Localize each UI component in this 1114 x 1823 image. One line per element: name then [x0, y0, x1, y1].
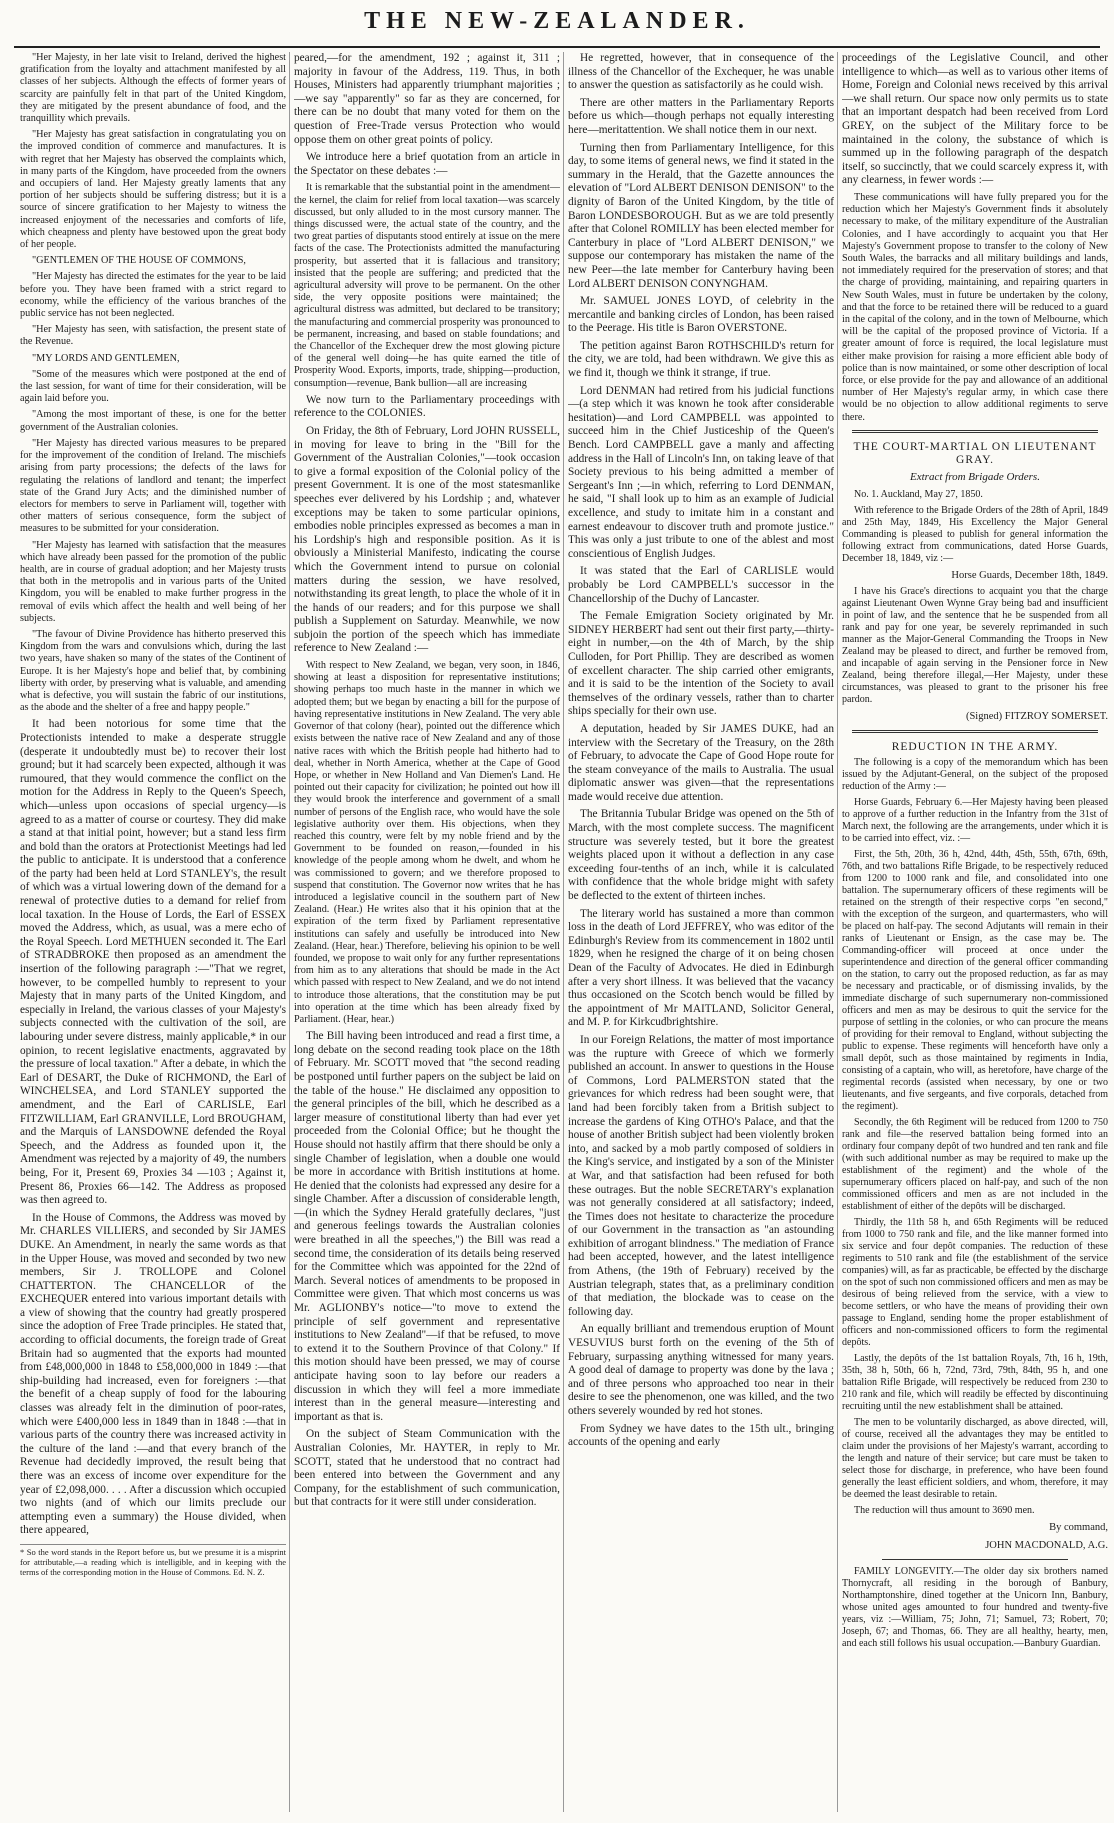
article-paragraph: Horse Guards, February 6.—Her Majesty having been pleased to approve of a further reduction in the Infantry from the 31st of March next, the following are the arrangements, under which it is to be carried into effect, viz. :—	[842, 797, 1108, 845]
section-subheading: Extract from Brigade Orders.	[910, 470, 1040, 483]
column-1	[20, 52, 286, 1812]
article-paragraph: proceedings of the Legislative Council, and other intelligence to which—as well as to various other items of Home, Foreign and Colonial news received by this arrival—we shall return. Our space now only permits us to state that an important despatch had been received from Lord GREY, on the subject of the Military force to be maintained in the colony, the substance of which is summed up in the following paragraph of the despatch itself, so succinctly, that we could scarcely express it, with any clearness, in fewer words :—	[842, 52, 1108, 187]
section-double-rule	[852, 730, 1098, 733]
quoted-paragraph: With respect to New Zealand, we began, very soon, in 1846, showing at least a disposition for representative institutions; showing perhaps too much haste in the manner in which we adopted them; but we began by enacting a bill for the purpose of having representative institutions in New Zealand. The very able Governor of that colony (hear), pointed out the difference which exists between the native race of New Zealand and any of those native races with which the British people had hitherto had to deal, whether in North America, whether at the Cape of Good Hope, or whether in New Holland and Van Diemen's Land. He pointed out their capacity for civilization; he pointed out how ill they would brook the interference and government of a small number of persons of the English race, who would have the sole legislative authority over them. His objections, when they reached this country, were felt by my noble friend and by the Government to be founded on reason,—founded in his knowledge of the people among whom he dwelt, and whom he was commissioned to govern; and we therefore proposed to suspend that constitution. The Governor now writes that he has introduced a legislative council in the southern part of New Zealand. (Hear.) He writes also that it his opinion that at the expiration of the term fixed by Parliament representative institutions can safely and usefully be introduced into New Zealand. (Hear, hear.) Therefore, believing his opinion to be well founded, we propose to wait only for any further representations from him as to any alterations that should be made in the Act which passed with respect to New Zealand, and we do not intend to introduce those alterations, that the constitution may be put into operation at the time which has been already fixed by Parliament. (Hear, hear.)	[294, 660, 560, 1025]
section-heading: REDUCTION IN THE ARMY.	[891, 740, 1059, 753]
article-paragraph: Mr. SAMUEL JONES LOYD, of celebrity in the mercantile and banking circles of London, has been raised to the Peerage. His title is Baron OVERSTONE.	[568, 295, 834, 335]
quoted-paragraph: "Among the most important of these, is one for the better government of the Australian colonies.	[20, 409, 286, 433]
article-paragraph: We introduce here a brief quotation from an article in the Spectator on these debates :—	[294, 151, 560, 177]
article-paragraph: The reduction will thus amount to 3690 men.	[854, 1505, 1035, 1517]
article-paragraph: From Sydney we have dates to the 15th ult., bringing accounts of the opening and early	[568, 1422, 834, 1449]
article-paragraph: Turning then from Parliamentary Intelligence, for this day, to some items of general news, we find it stated in the summary in the Herald, that the Gazette announces the elevation of "Lord ALBERT DENISON DENISON" to the dignity of Baron of the United Kingdom, by the title of Baron LONDESBOROUGH. But as we are told presently after that Colonel ROMILLY has been elected member for Canterbury in place of "Lord ALBERT DENISON," we suppose our contemporary has mistaken the name of the new Peer—the late member for Canterbury having been Lord ALBERT DENISON CONYNGHAM.	[568, 141, 834, 290]
article-paragraph: First, the 5th, 20th, 36 h, 42nd, 44th, 45th, 55th, 67th, 69th, 76th, and two battalions Rifle Brigade, to be respectively reduced from 1200 to 1000 rank and file, and consolidated into one battalion. The supernumerary officers of these regiments will be retained on the strength of their respective corps "en second," with the exception of the surgeon, and quartermasters, who will be placed on half-pay. The second Adjutants will remain in their ranks of Lieutenant or Ensign, as the case may be. The Commanding-officer will proceed at once under the superintendence and direction of the general officer commanding on the station, to carry out the proposed reduction, as far as may be necessary and practicable, or of dismissing invalids, by the immediate discharge of such supernumerary non-commissioned officers and men as may be desirous to quit the service for the purpose of settling in the colonies, or who can procure the means of providing for their removal to England, without subjecting the public to expense. These regiments will henceforth have only a small depôt, such as those maintained by regiments in India, consisting of a captain, who will, as heretofore, have charge of the regimental records (assisted when necessary, by one or two lieutenants, and five sergeants, and five corporals, detached from the regiment).	[842, 849, 1108, 1113]
footnote: * So the word stands in the Report before us, but we presume it is a misprint for attributable,—a reading which is intelligible, and in keeping with the terms of the corresponding motion in the House of Commons. Ed. N. Z.	[20, 1544, 286, 1577]
quoted-paragraph: "Her Majesty has directed various measures to be prepared for the improvement of the condition of Ireland. The mischiefs arising from party processions; the defects of the laws for regulating the relations of landlord and tenant; the imperfect state of the Grand Jury Acts; and the diminished number of electors for members to serve in Parliament will, together with other matters of serious consequence, form the subject of measures to be submitted for your consideration.	[20, 437, 286, 535]
column-3	[568, 52, 834, 1812]
signature-line: (Signed) FITZROY SOMERSET.	[965, 711, 1108, 723]
quoted-paragraph: These communications will have fully prepared you for the reduction which her Majesty's Government finds it absolutely necessary to make, of the military expenditure of the Australian Colonies, and I have accordingly to acquaint you that Her Majesty's Government propose to transfer to the colony of New South Wales, the barracks and all military buildings and lands, not immediately required for the preservation of stores; and that the charge of providing, maintaining, and repairing quarters in New South Wales, must in future be undertaken by the colony, and that the force to be retained there will be reduced to a guard in the capital of the colony, and in the town of Melbourne, which will be the capital of the proposed province of Victoria. If a greater amount of force is required, the local legislature must either make provision for raising a more efficient able body of police than is now maintained, or some other description of local force, or else provide for the pay and allowance of an additional number of Her Majesty's regular army, in which case there would be no objection to allow additional regiments to serve there.	[842, 191, 1108, 423]
article-paragraph: The petition against Baron ROTHSCHILD's return for the city, we are told, had been withdrawn. We give this as we find it, though we think it strange, if true.	[568, 339, 834, 380]
column-divider	[837, 52, 838, 1812]
article-paragraph: The Female Emigration Society originated by Mr. SIDNEY HERBERT had sent out their first party,—thirty-eight in number,—on the 4th of March, by the ship Culloden, for Port Phillip. They are described as women of excellent character. The ship carried other emigrants, and it is said to be the intention of the Society to avail themselves of the ordinary vessels, rather than to charter ships specially for their own use.	[568, 610, 834, 718]
article-paragraph: He regretted, however, that in consequence of the illness of the Chancellor of the Exchequer, he was unable to answer the question as satisfactorily as he could wish.	[568, 52, 834, 92]
article-paragraph: FAMILY LONGEVITY.—The older day six brothers named Thornycraft, all residing in the borough of Banbury, Northamptonshire, dined together at the Unicorn Inn, Banbury, whose united ages amounted to four hundred and twenty-five years, viz :—William, 75; John, 71; Samuel, 73; Robert, 70; Joseph, 67; and Thomas, 66. They are all healthy, hearty, men, and each still follows his usual occupation.—Banbury Guardian.	[842, 1565, 1108, 1649]
quoted-paragraph: It is remarkable that the substantial point in the amendment—the kernel, the claim for relief from local taxation—was scarcely discussed, but only alluded to in the most cursory manner. The things discussed were, the actual state of the country, and the two great parties of disputants stood entirely at issue on the mere facts of the case. The Protectionists admitted the manufacturing prosperity, but asserted that it is fallacious and transitory; insisted that the people are suffering; and predicted that the agricultural adversity will prove to be permanent. On the other side, the very opposite positions were maintained; the agricultural distress was admitted, but declared to be transitory; the manufacturing and commercial prosperity was pronounced to be permanent, increasing, and based on stable foundations; and the Chancellor of the Exchequer drew the most glowing picture of the general well doing—he has quite earned the title of Prosperity Wood. Exports, imports, trade, shipping—production, consumption—revenue, Bank bullion—all are increasing	[294, 182, 560, 389]
section-heading: THE COURT-MARTIAL ON LIEUTENANT GRAY.	[853, 440, 1097, 467]
quoted-paragraph: "GENTLEMEN OF THE HOUSE OF COMMONS,	[32, 255, 246, 267]
section-double-rule	[852, 430, 1098, 433]
article-paragraph: No. 1. Auckland, May 27, 1850.	[854, 488, 983, 500]
column-divider	[289, 52, 290, 1812]
article-paragraph: Secondly, the 6th Regiment will be reduced from 1200 to 750 rank and file—the reserved battalion being formed into an ordinary four company depôt of two hundred and ten rank and file (with such additional number as may be required to make up the establishment of the regiment) and the whole of the supernumerary officers placed on half-pay, and such of the non commissioned officers and men as are not included in the establishment of either of the depôts will be discharged.	[842, 1117, 1108, 1213]
article-paragraph: The literary world has sustained a more than common loss in the death of Lord JEFFREY, who was editor of the Edinburgh's Review from its commencement in 1802 until 1829, when he resigned the charge of it on being chosen Dean of the Faculty of Advocates. He died in Edinburgh after a very short illness. It was believed that the vacancy thus occasioned on the Scotch bench would be filled by the appointment of Mr MAITLAND, Solicitor General, and M. P. for Kirkcudbrightshire.	[568, 907, 834, 1029]
signature-line: JOHN MACDONALD, A.G.	[985, 1539, 1108, 1551]
article-paragraph: We now turn to the Parliamentary proceedings with reference to the COLONIES.	[294, 393, 560, 420]
signature-line: By command,	[1049, 1522, 1108, 1534]
article-paragraph: On the subject of Steam Communication with the Australian Colonies, Mr. HAYTER, in reply to Mr. SCOTT, stated that he understood that no contract had been entered into between the Government and any Company, for the establishment of such communication, but that contracts for it were still under consideration.	[294, 1428, 560, 1509]
quoted-paragraph: "Her Majesty has learned with satisfaction that the measures which have already been passed for the promotion of the public health, are in course of gradual adoption; and her Majesty trusts that both in the metropolis and in various parts of the United Kingdom, you will be enabled to make further progress in the removal of evils which affect the health and well being of her subjects.	[20, 539, 286, 624]
article-paragraph: It had been notorious for some time that the Protectionists intended to make a desperate struggle (desperate it undoubtedly must be) to recover their lost ground; but it had scarcely been expected, although it was rumoured, that they would commence the conflict on the motion for the Address in Reply to the Queen's Speech, which—unless upon occasions of special urgency—is agreed to as a matter of course or courtesy. They did make a stand at that initial point, however; but a stand less firm and bold than the orators at Protectionist Meetings had led the public to anticipate. It is understood that a conference of the party had been held at Lord STANLEY's, the result of which was a virtual lowering down of the demand for a renewal of protective duties to a demand for relief from local taxation. In the House of Lords, the Earl of ESSEX moved the Address, which, as usual, was a mere echo of the Royal Speech. Lord METHUEN seconded it. The Earl of STRADBROKE then proposed as an amendment the insertion of the following paragraph :—"That we regret, however, to be compelled humbly to represent to your Majesty that in many parts of the United Kingdom, and especially in Ireland, the various classes of your Majesty's subjects connected with the cultivation of the soil, are labouring under severe distress, mainly applicable,* in our opinion, to recent legislative enactments, aggravated by the pressure of local taxation." After a debate, in which the Earl of DESART, the Duke of RICHMOND, the Earl of WINCHELSEA, and Lord STANLEY supported the amendment, and the Earl of CARLISLE, Earl FITZWILLIAM, Earl GRANVILLE, Lord BROUGHAM, and the Marquis of LANSDOWNE defended the Royal Speech, and the Address as founded upon it, the Amendment was rejected by a majority of 49, the numbers being, For it, Present 69, Proxies 34 —103 ; Against it, Present 86, Proxies 66—142. The Address as proposed was then agreed to.	[20, 718, 286, 1207]
article-paragraph: Thirdly, the 11th 58 h, and 65th Regiments will be reduced from 1000 to 750 rank and file, and the like manner formed into six service and four depôt companies. The reduction of these regiments to 510 rank and file (the establishment of the service companies) will, as far as practicable, be effected by the discharge on the spot of such non commissioned officers and men as may be desirous of being relieved from the service, with a view to become settlers, or who have the means of providing their own passage to England, sending home the proper establishment of officers and non-commissioned officers to form the regimental depôts.	[842, 1217, 1108, 1349]
signature-line: Horse Guards, December 18th, 1849.	[951, 569, 1108, 581]
quoted-paragraph: "Her Majesty, in her late visit to Ireland, derived the highest gratification from the loyalty and attachment manifested by all classes of her subjects. Although the effects of former years of scarcity are painfully felt in that part of the United Kingdom, they are mitigated by the present abundance of food, and the tranquillity which prevails.	[20, 52, 286, 125]
quoted-paragraph: "Her Majesty has directed the estimates for the year to be laid before you. They have been framed with a strict regard to economy, while the efficiency of the various branches of the public service has not been neglected.	[20, 271, 286, 320]
column-4	[842, 52, 1108, 1812]
article-paragraph: I have his Grace's directions to acquaint you that the charge against Lieutenant Owen Wynne Gray being bad and insufficient in point of law, and the sentence that he be suspended from all rank and pay for one year, be severely reprimanded in such manner as the Major-General Commanding the Troops in New Zealand may be pleased to direct, and further be removed from, and incapable of again serving in the Pensioner force in New Zealand, being therefore illegal,—Her Majesty, under these circumstances, was pleased to grant to the prisoner his free pardon.	[842, 586, 1108, 706]
article-paragraph: With reference to the Brigade Orders of the 28th of April, 1849 and 25th May, 1849, His Excellency the Major General Commanding is pleased to publish for general information the following extract from communications, dated Horse Guards, December 18, 1849, viz :—	[842, 504, 1108, 564]
article-paragraph: In our Foreign Relations, the matter of most importance was the rupture with Greece of which we formerly published an account. In answer to questions in the House of Commons, Lord PALMERSTON stated that the grievances for which redress had been sought were, that land had been forcibly taken from a British subject to increase the gardens of King OTHO's Palace, and that the house of another British subject had been violently broken into, and sacked by a mob partly composed of soldiers in the King's service, and instigated by a son of the Minister at War, and that satisfaction had been refused for both these outrages. But the noble SECRETARY's explanation was not generally considered at all satisfactory; indeed, the Times does not hesitate to characterize the procedure of our Government in the transaction as "an astounding exhibition of arrogant blindness." The mediation of France had been accepted, however, and the latest intelligence from Athens, (the 19th of February) received by the Austrian telegraph, states that, as a preliminary condition of that mediation, the blockade was to cease on the following day.	[568, 1033, 834, 1318]
article-paragraph: There are other matters in the Parliamentary Reports before us which—though perhaps not equally interesting here—meritattention. We shall notice them in our next.	[568, 96, 834, 136]
article-paragraph: On Friday, the 8th of February, Lord JOHN RUSSELL, in moving for leave to bring in the "Bill for the Government of the Australian Colonies,"—took occasion to give a formal exposition of the Colonial policy of the present Government. It is one of the most statesmanlike speeches ever delivered by his Lordship ; and, whatever exceptions may be taken to some particular opinions, embodies noble principles expressed as becomes a man in his Lordship's high and responsible position. As it is obviously a Ministerial Manifesto, indicating the course which the Government intend to pursue on colonial matters during the session, we have resolved, notwithstanding its great length, to place the whole of it in the hands of our readers; and for this purpose we shall publish a Supplement on Saturday. Meanwhile, we now subjoin the portion of the speech which has immediate reference to New Zealand :—	[294, 424, 560, 655]
quoted-paragraph: "The favour of Divine Providence has hitherto preserved this Kingdom from the wars and convulsions which, during the last two years, have shaken so many of the states of the Continent of Europe. It is her Majesty's hope and belief that, by combining liberty with order, by preserving what is valuable, and amending what is defective, you will sustain the fabric of our institutions, as the abode and the shelter of a free and happy people."	[20, 628, 286, 714]
article-paragraph: It was stated that the Earl of CARLISLE would probably be Lord CAMPBELL's successor in the Chancellorship of the Duchy of Lancaster.	[568, 565, 834, 605]
article-paragraph: An equally brilliant and tremendous eruption of Mount VESUVIUS burst forth on the evening of the 5th of February, surpassing anything witnessed for many years. A good deal of damage to property was done by the lava ; and of three persons who approached too near in their desire to see the phenomenon, one was killed, and the two others severely wounded by red hot stones.	[568, 1323, 834, 1417]
quoted-paragraph: "Her Majesty has great satisfaction in congratulating you on the improved condition of commerce and manufactures. It is with regret that her Majesty has observed the complaints which, in many parts of the Kingdom, have proceeded from the owners and occupiers of land. Her Majesty greatly laments that any portion of her subjects should be suffering distress; but it is a source of sincere gratification to her Majesty to witness the increased enjoyment of the necessaries and comforts of life, which cheapness and plenty have bestowed upon the great body of her people.	[20, 129, 286, 251]
article-paragraph: A deputation, headed by Sir JAMES DUKE, had an interview with the Secretary of the Treasury, on the 28th of February, to advocate the Cape of Good Hope route for the steam conveyance of the mails to Australia. The usual diplomatic answer was given—that the representations made would receive due attention.	[568, 722, 834, 803]
column-2	[294, 52, 560, 1812]
article-paragraph: Lord DENMAN had retired from his judicial functions—(a step which it was known he took after considerable hesitation)—and Lord CAMPBELL was appointed to succeed him in the Chief Justiceship of the Queen's Bench. Lord CAMPBELL gave a manly and affecting address in the Hall of Lincoln's Inn, on taking leave of that Society previous to his being admitted a member of Sergeant's Inn ;—in which, referring to Lord DENMAN, he said, "I shall look up to him as an example of Judicial excellence, and study to imitate him in a constant and earnest endeavour to discover truth and promote justice." This was only a just tribute to one of the ablest and most conscientious of English Judges.	[568, 384, 834, 560]
article-paragraph: Lastly, the depôts of the 1st battalion Royals, 7th, 16 h, 19th, 35th, 38 h, 50th, 66 h, 72nd, 73rd, 79th, 84th, 95 h, and one battalion Rifle Brigade, will respectively be reduced from 230 to 210 rank and file, which will readily be effected by discontinuing recruiting until the new establishment shall be attained.	[842, 1353, 1108, 1413]
article-paragraph: The Britannia Tubular Bridge was opened on the 5th of March, with the most complete success. The magnificent structure was severely tested, but it bore the greatest weights placed upon it without a deflection in any case exceeding four-tenths of an inch, while it is calculated with confidence that the whole bridge might with safety be deflected to the extent of thirteen inches.	[568, 808, 834, 903]
masthead: THE NEW-ZEALANDER.	[364, 8, 750, 34]
quoted-paragraph: "Her Majesty has seen, with satisfaction, the present state of the Revenue.	[20, 324, 286, 348]
article-paragraph: The following is a copy of the memorandum which has been issued by the Adjutant-General, on the subject of the proposed reduction of the Army :—	[842, 757, 1108, 793]
article-paragraph: The men to be voluntarily discharged, as above directed, will, of course, received all the advantages they may be entitled to claim under the provisions of her Majesty's warrant, according to the length and nature of their service; but care must be taken to select those for discharge, in preference, who have been found generally the least efficient soldiers, and whom, therefore, it may be deemed the least desirable to retain.	[842, 1417, 1108, 1501]
article-paragraph: peared,—for the amendment, 192 ; against it, 311 ; majority in favour of the Address, 119. Thus, in both Houses, Ministers had apparently triumphant majorities ;—we say "apparently" so far as they are concerned, for there can be no doubt that many voted for them on the question of Free-Trade versus Protection who would oppose them on other great points of policy.	[294, 52, 560, 146]
article-paragraph: The Bill having been introduced and read a first time, a long debate on the second reading took place on the 18th of February. Mr. SCOTT moved that "the second reading be postponed until further papers on the subject be laid on the table of the house." He disclaimed any opposition to the general principles of the bill, which he described as a larger measure of constitutional liberty than had ever yet proceeded from the Colonial Office; but he thought the House should not hastily affirm that there should be only a single Chamber of legislation, when a double one would be more in accordance with British institutions at home. He denied that the colonists had expressed any desire for a single Chamber. After a discussion of considerable length,—(in which the Sydney Herald gratefully declares, "just and generous feelings towards the Australian colonies were breathed in all the speeches,") the Bill was read a second time, the consideration of its details being reserved for the Committee which was appointed for the 22nd of March. Several notices of amendments to be proposed in Committee were given. That which most concerns us was Mr. AGLIONBY's notice—"to move to extend the principle of self government and representative institutions to New Zealand"—if that be refused, to move to extend it to the Southern Province of that Colony." If this motion should have been pressed, we may of course anticipate having soon to lay before our readers a discussion in which they will feel a more immediate interest than in the general measure—interesting and important as that is.	[294, 1030, 560, 1423]
quoted-paragraph: "Some of the measures which were postponed at the end of the last session, for want of time for their consideration, will be again laid before you.	[20, 368, 286, 405]
column-divider	[563, 52, 564, 1812]
section-rule	[882, 1559, 1068, 1560]
masthead-rule	[14, 46, 1100, 48]
quoted-paragraph: "MY LORDS AND GENTLEMEN,	[32, 352, 180, 364]
article-paragraph: In the House of Commons, the Address was moved by Mr. CHARLES VILLIERS, and seconded by Sir JAMES DUKE. An Amendment, in nearly the same words as that in the Upper House, was moved and seconded by two new members, Sir J. TROLLOPE and Colonel CHATTERTON. The CHANCELLOR of the EXCHEQUER entered into various important details with a view of showing that the country had greatly prospered since the adoption of Free Trade principles. He stated that, according to official documents, the foreign trade of Great Britain had so augmented that the exports had mounted from £48,000,000 in 1848 to £58,000,000 in 1849 :—that ship-building had increased, even for foreigners :—that the benefit of a cheap supply of food for the labouring classes was already felt in the diminution of poor-rates, which were £400,000 less in 1849 than in 1848 :—that in various parts of the country there was increased activity in the culture of the land :—and that every branch of the Revenue had decidedly improved, the result being that there was an excess of income over expenditure for the year of £2,098,000. . . . After a discussion which occupied two nights (and of which our limits preclude our attempting even a summary) the House divided, when there appeared,	[20, 1211, 286, 1537]
